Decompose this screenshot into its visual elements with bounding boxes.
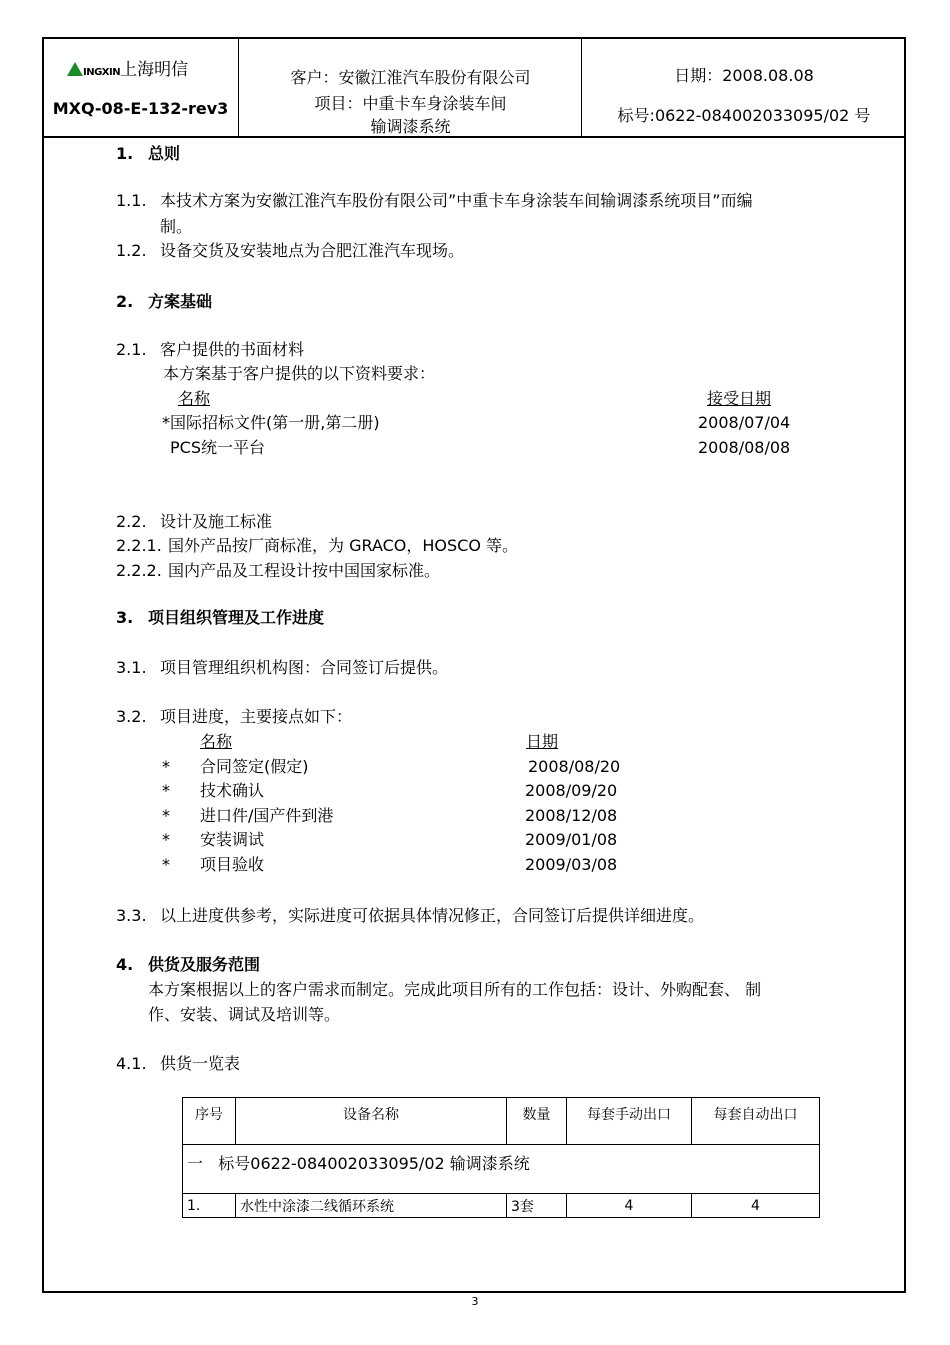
row-name: 水性中涂漆二线循环系统 — [236, 1194, 507, 1218]
header-date-cell — [582, 37, 906, 137]
schedule-row-star: * — [162, 855, 170, 874]
s2-2-text: 设计及施工标准 — [160, 512, 273, 531]
date-line: 日期：2008.08.08 — [674, 66, 814, 85]
schedule-row-date: 2008/08/20 — [528, 757, 621, 776]
s2-1-row2-date: 2008/08/08 — [698, 438, 791, 457]
s3-title: 项目组织管理及工作进度 — [148, 608, 325, 627]
col-header-name: 设备名称 — [236, 1098, 507, 1145]
supply-group-row — [183, 1145, 820, 1194]
s1-title: 总则 — [148, 144, 181, 163]
supply-table — [182, 1097, 820, 1218]
s2-1-col-date: 接受日期 — [707, 389, 772, 408]
row-qty: 3套 — [507, 1194, 567, 1218]
s4-text-a: 本方案根据以上的客户需求而制定。完成此项目所有的工作包括：设计、外购配套、 制 — [148, 980, 762, 999]
s3-3-num: 3.3. — [116, 906, 147, 925]
schedule-row-name: 进口件/国产件到港 — [200, 806, 334, 825]
supply-group-label: 标号0622-084002033095/02 输调漆系统 — [218, 1154, 530, 1173]
schedule-row-date: 2009/01/08 — [525, 830, 618, 849]
supply-group-no: 一 — [187, 1154, 204, 1173]
row-no: 1. — [183, 1194, 236, 1218]
schedule-row-date: 2008/12/08 — [525, 806, 618, 825]
schedule-row-name: 项目验收 — [200, 855, 265, 874]
project-line1: 项目：中重卡车身涂装车间 — [314, 94, 507, 113]
s4-text-b: 作、安装、调试及培训等。 — [148, 1005, 341, 1024]
s2-2-2-text: 国内产品及工程设计按中国国家标准。 — [168, 561, 441, 580]
header-divider — [42, 136, 906, 138]
project-line2: 输调漆系统 — [370, 117, 451, 136]
s4-title: 供货及服务范围 — [148, 955, 261, 974]
s2-2-num: 2.2. — [116, 512, 147, 531]
document-header — [42, 37, 906, 137]
schedule-row-star: * — [162, 757, 170, 776]
row-manual: 4 — [567, 1194, 692, 1218]
schedule-row-star: * — [162, 830, 170, 849]
s3-2-num: 3.2. — [116, 707, 147, 726]
s3-2-col-date: 日期 — [526, 732, 559, 751]
row-auto: 4 — [692, 1194, 820, 1218]
schedule-row-star: * — [162, 781, 170, 800]
company-name: 上海明信 — [120, 60, 189, 80]
s2-2-1-num: 2.2.1. — [116, 536, 162, 555]
bid-line: 标号:0622-084002033095/02 号 — [617, 106, 871, 125]
s2-1-intro: 本方案基于客户提供的以下资料要求： — [163, 364, 436, 383]
schedule-row-name: 技术确认 — [200, 781, 265, 800]
s1-1-num: 1.1. — [116, 191, 147, 210]
s2-1-row1-name: *国际招标文件(第一册,第二册) — [162, 413, 380, 432]
s3-1-num: 3.1. — [116, 658, 147, 677]
supply-table-header — [183, 1098, 820, 1145]
schedule-row-star: * — [162, 806, 170, 825]
doc-number: MXQ-08-E-132-rev3 — [52, 99, 229, 118]
col-header-manual: 每套手动出口 — [567, 1098, 692, 1145]
s1-2-text: 设备交货及安装地点为合肥江淮汽车现场。 — [160, 241, 465, 260]
s1-1-text-b: 制。 — [160, 217, 193, 236]
s2-2-1-text: 国外产品按厂商标准，为 GRACO，HOSCO 等。 — [168, 536, 519, 555]
s2-1-row2-name: PCS统一平台 — [170, 438, 265, 457]
schedule-row-date: 2008/09/20 — [525, 781, 618, 800]
s3-1-text: 项目管理组织机构图：合同签订后提供。 — [160, 658, 449, 677]
s1-num: 1. — [116, 144, 134, 163]
s2-1-text: 客户提供的书面材料 — [160, 340, 305, 359]
s2-1-num: 2.1. — [116, 340, 147, 359]
s1-1-text-a: 本技术方案为安徽江淮汽车股份有限公司”中重卡车身涂装车间输调漆系统项目”而编 — [160, 191, 753, 210]
client-line: 客户：安徽江淮汽车股份有限公司 — [290, 68, 531, 87]
s2-1-col-name: 名称 — [178, 389, 211, 408]
s2-title: 方案基础 — [148, 292, 213, 311]
company-logo — [67, 55, 188, 80]
s4-num: 4. — [116, 955, 134, 974]
s3-3-text: 以上进度供参考，实际进度可依据具体情况修正，合同签订后提供详细进度。 — [160, 906, 705, 925]
supply-group-cell — [183, 1145, 820, 1194]
s2-1-row1-date: 2008/07/04 — [698, 413, 791, 432]
logo-brand: INGXIN — [83, 67, 121, 78]
table-row — [183, 1194, 820, 1218]
s4-1-num: 4.1. — [116, 1054, 147, 1073]
logo-triangle-icon — [67, 62, 83, 76]
schedule-row-name: 安装调试 — [200, 830, 265, 849]
s3-2-col-name: 名称 — [200, 732, 233, 751]
s4-1-text: 供货一览表 — [160, 1054, 241, 1073]
page-number: 3 — [471, 1295, 479, 1308]
s2-num: 2. — [116, 292, 134, 311]
col-header-qty: 数量 — [507, 1098, 567, 1145]
s2-2-2-num: 2.2.2. — [116, 561, 162, 580]
schedule-row-date: 2009/03/08 — [525, 855, 618, 874]
schedule-row-name: 合同签定(假定) — [200, 757, 309, 776]
s3-num: 3. — [116, 608, 134, 627]
s1-2-num: 1.2. — [116, 241, 147, 260]
col-header-no: 序号 — [183, 1098, 236, 1145]
s3-2-text: 项目进度，主要接点如下： — [160, 707, 353, 726]
col-header-auto: 每套自动出口 — [692, 1098, 820, 1145]
header-company-cell — [42, 37, 239, 137]
header-client-cell — [239, 37, 582, 137]
